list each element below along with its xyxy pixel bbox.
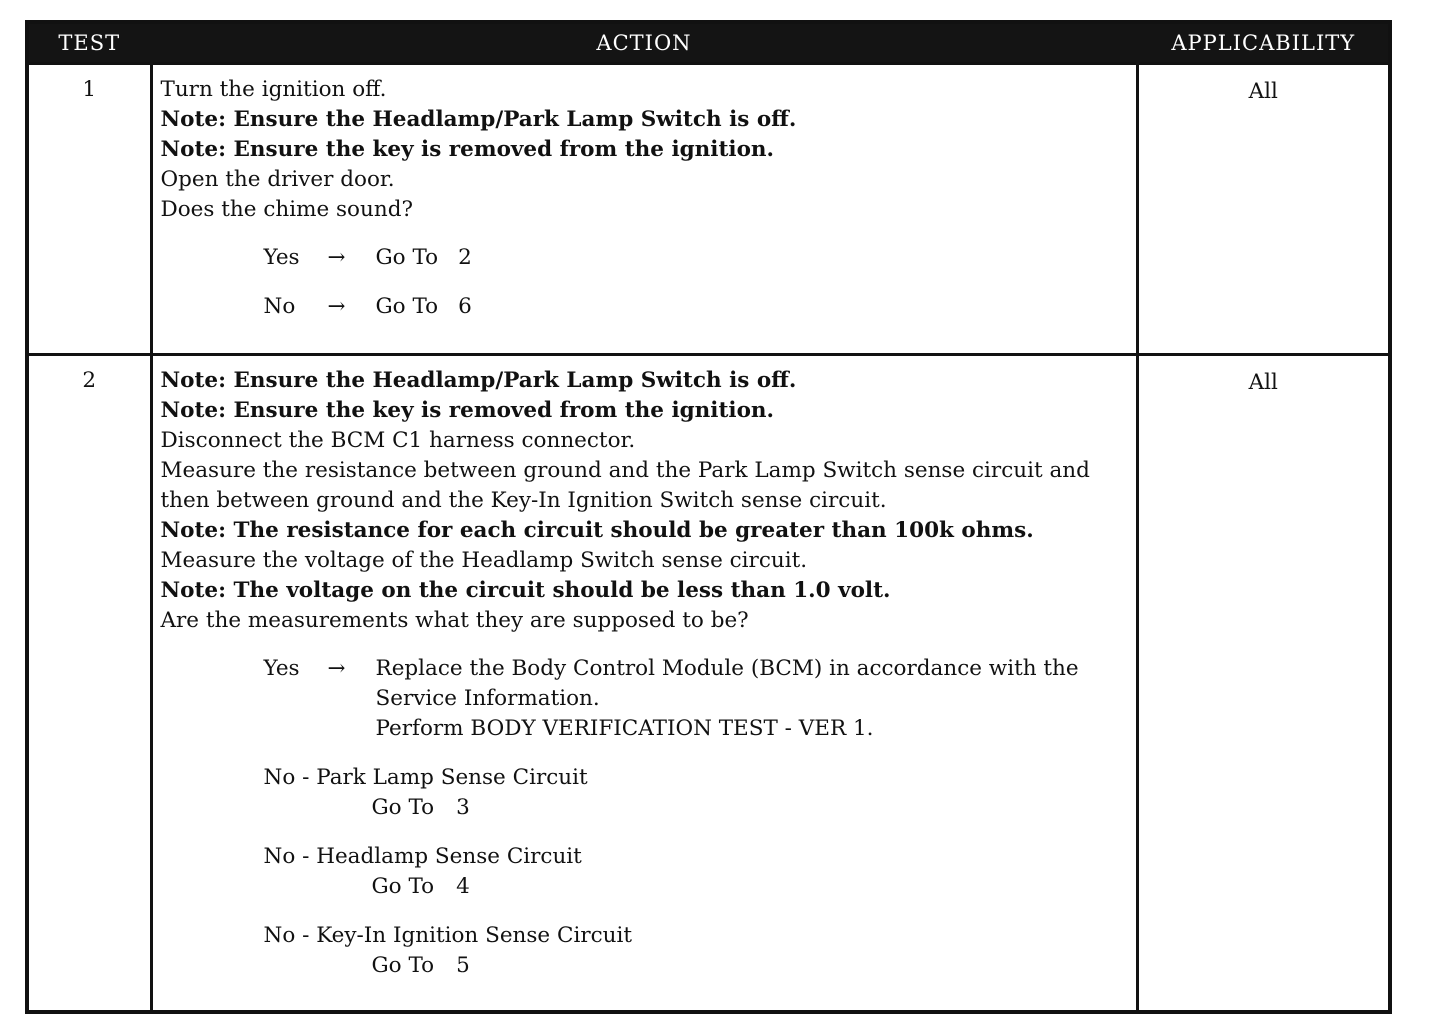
- test-number-cell: 2: [27, 355, 151, 1013]
- right-arrow-icon: →: [327, 656, 346, 681]
- table-header-row: [27, 22, 1390, 64]
- table-row: [27, 355, 1390, 1013]
- yes-branch-text: [376, 654, 1079, 744]
- test-number-cell: 1: [27, 64, 151, 355]
- diagnostic-test-table: [25, 20, 1392, 1014]
- branch-no-park-lamp: [264, 763, 1128, 823]
- header-applicability: APPLICABILITY: [1137, 22, 1390, 64]
- applicability-cell: All: [1137, 64, 1390, 355]
- action-step: Measure the resistance between ground and the Park Lamp Switch sense circuit and then between ground and the Key-In Ignition Switch sense circuit.: [160, 458, 1090, 513]
- action-note: Note: Ensure the key is removed from the ignition.: [160, 398, 775, 423]
- action-cell: [151, 64, 1137, 355]
- action-step: Turn the ignition off.: [160, 77, 387, 102]
- header-action: ACTION: [151, 22, 1137, 64]
- branch-label: No - Park Lamp Sense Circuit: [263, 765, 588, 790]
- goto-label: Go To: [375, 294, 439, 319]
- action-step: Measure the voltage of the Headlamp Switch sense circuit.: [160, 548, 808, 573]
- branch-no-headlamp: [264, 842, 1128, 902]
- branch-action-line: Service Information.: [375, 686, 600, 711]
- goto-label: Go To: [375, 245, 439, 270]
- table-row: [27, 64, 1390, 355]
- branch-no-key-in-ignition: [264, 921, 1128, 981]
- branch-action-line: Replace the Body Control Module (BCM) in accordance with the: [375, 656, 1079, 681]
- diagnostic-page: [25, 20, 1393, 1014]
- result-branches: [264, 654, 1128, 981]
- action-note: Note: The resistance for each circuit should be greater than 100k ohms.: [160, 518, 1034, 543]
- goto-target: 6: [458, 294, 472, 319]
- right-arrow-icon: →: [327, 294, 346, 319]
- branch-label: No: [263, 294, 296, 319]
- action-question: Does the chime sound?: [160, 197, 413, 222]
- branch-yes: [264, 654, 1128, 744]
- action-cell: [151, 355, 1137, 1013]
- action-note: Note: The voltage on the circuit should be less than 1.0 volt.: [160, 578, 891, 603]
- action-question: Are the measurements what they are supposed to be?: [160, 608, 749, 633]
- goto-target: 5: [456, 953, 470, 978]
- action-note: Note: Ensure the Headlamp/Park Lamp Switch is off.: [160, 107, 797, 132]
- goto-label: Go To: [371, 795, 435, 820]
- branch-label: Yes: [263, 245, 300, 270]
- action-note: Note: Ensure the key is removed from the ignition.: [160, 137, 775, 162]
- action-note: Note: Ensure the Headlamp/Park Lamp Switch is off.: [160, 368, 797, 393]
- action-step: Open the driver door.: [160, 167, 395, 192]
- goto-target: 2: [458, 245, 472, 270]
- result-branches: [264, 243, 1128, 322]
- branch-label: No - Headlamp Sense Circuit: [263, 844, 582, 869]
- branch-label: Yes: [263, 656, 300, 681]
- branch-no: [264, 292, 1128, 322]
- applicability-cell: All: [1137, 355, 1390, 1013]
- goto-target: 4: [456, 874, 470, 899]
- goto-label: Go To: [371, 953, 435, 978]
- action-step: Disconnect the BCM C1 harness connector.: [160, 428, 636, 453]
- branch-action-line: Perform BODY VERIFICATION TEST - VER 1.: [375, 716, 874, 741]
- branch-label: No - Key-In Ignition Sense Circuit: [263, 923, 633, 948]
- branch-yes: [264, 243, 1128, 273]
- header-test: TEST: [27, 22, 151, 64]
- goto-target: 3: [456, 795, 470, 820]
- right-arrow-icon: →: [327, 245, 346, 270]
- goto-label: Go To: [371, 874, 435, 899]
